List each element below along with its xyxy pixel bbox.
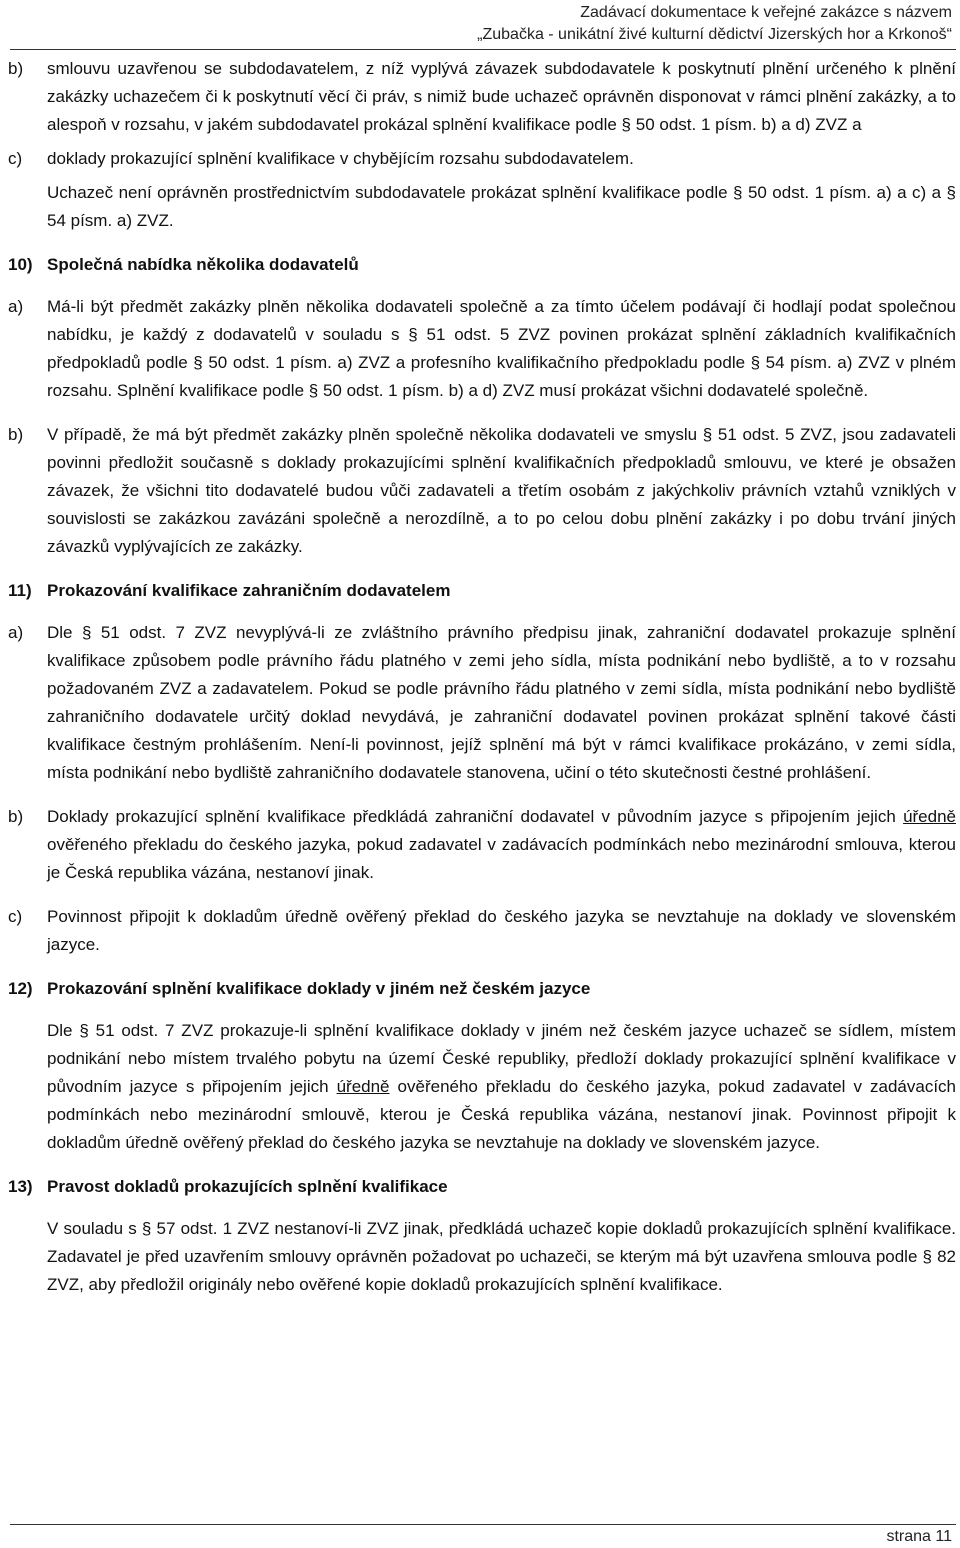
- section-number: 11): [8, 581, 32, 600]
- list-item: [8, 55, 956, 139]
- section-heading: [8, 577, 956, 605]
- paragraph: V souladu s § 57 odst. 1 ZVZ nestanoví-li ZVZ jinak, předkládá uchazeč kopie dokladů prokazujících splnění kvalifikace. Zadavatel je před uzavřením smlouvy oprávněn požadovat po uchazeči, se kterým má být uzavřena smlouva podle § 82 ZVZ, aby předložil originály nebo ověřené kopie dokladů prokazujících splnění kvalifikace.: [47, 1219, 956, 1294]
- list-label: c): [8, 907, 23, 926]
- list-label: b): [8, 425, 24, 444]
- section-number: 12): [8, 979, 33, 998]
- list-text: Povinnost připojit k dokladům úředně ověřený překlad do českého jazyka se nevztahuje na doklady ve slovenském jazyce.: [47, 907, 956, 954]
- list-text: doklady prokazující splnění kvalifikace v chybějícím rozsahu subdodavatelem.: [47, 149, 634, 168]
- list-text: V případě, že má být předmět zakázky plněn společně několika dodavateli ve smyslu § 51 odst. 5 ZVZ, jsou zadavateli povinni předložit současně s doklady prokazujícími splnění kvalifikačních předpokladů smlouvu, ve které je obsažen závazek, že všichni tito dodavatelé budou vůči zadavateli a třetím osobám z jakýchkoliv právních vztahů vzniklých v souvislosti se zakázkou zavázáni společně a nerozdílně, a to po celou dobu plnění zakázky i po dobu trvání jiných závazků vyplývajících ze zakázky.: [47, 425, 956, 556]
- list-item: [8, 145, 956, 173]
- section-heading: [8, 251, 956, 279]
- list-label: c): [8, 149, 23, 168]
- section-title: Společná nabídka několika dodavatelů: [47, 255, 359, 274]
- header-project-name: „Zubačka - unikátní živé kulturní dědictví Jizerských hor a Krkonoš“: [477, 26, 952, 43]
- list-label: b): [8, 807, 24, 826]
- section-heading: [8, 1173, 956, 1201]
- list-label: a): [8, 297, 24, 316]
- list-item: [8, 903, 956, 959]
- underlined-word: úředně: [903, 807, 956, 826]
- section-title: Prokazování kvalifikace zahraničním dodavatelem: [47, 581, 451, 600]
- list-item: [8, 803, 956, 887]
- list-item: [8, 421, 956, 561]
- list-text: smlouvu uzavřenou se subdodavatelem, z níž vyplývá závazek subdodavatele k poskytnutí plnění určeného k plnění zakázky uchazečem či k poskytnutí věcí či práv, s nimiž bude uchazeč oprávněn disponovat v rámci plnění zakázky, a to alespoň v rozsahu, v jakém subdodavatel prokázal splnění kvalifikace podle § 50 odst. 1 písm. b) a d) ZVZ a: [47, 59, 956, 134]
- list-label: b): [8, 59, 24, 78]
- document-body: [8, 55, 956, 1305]
- page-header: [0, 0, 960, 50]
- section-title: Prokazování splnění kvalifikace doklady v jiném než českém jazyce: [47, 979, 591, 998]
- list-label: a): [8, 623, 24, 642]
- list-text: Dle § 51 odst. 7 ZVZ nevyplývá-li ze zvláštního právního předpisu jinak, zahraniční dodavatel prokazuje splnění kvalifikace způsobem podle právního řádu platného v zemi jeho sídla, místa podnikání nebo bydliště, a to v rozsahu požadovaném ZVZ a zadavatelem. Pokud se podle právního řádu platného v zemi sídla, místa podnikání nebo bydliště zahraničního dodavatele určitý doklad nevydává, je zahraniční dodavatel povinen prokázat splnění takové části kvalifikace čestným prohlášením. Není-li povinnost, jejíž splnění má být v rámci kvalifikace prokázáno, v zemi sídla, místa podnikání nebo bydliště zahraničního dodavatele stanovena, učiní o této skutečnosti čestné prohlášení.: [47, 623, 956, 782]
- underlined-word: úředně: [336, 1077, 390, 1096]
- list-item: [8, 619, 956, 787]
- section-heading: [8, 975, 956, 1003]
- section-title: Pravost dokladů prokazujících splnění kvalifikace: [47, 1177, 448, 1196]
- paragraph: Dle § 51 odst. 7 ZVZ prokazuje-li splnění kvalifikace doklady v jiném než českém jazyce uchazeč se sídlem, místem podnikání nebo místem trvalého pobytu na území České republiky, předloží doklady prokazující splnění kvalifikace v původním jazyce s připojením jejich úředně ověřeného překladu do českého jazyka, pokud zadavatel v zadávacích podmínkách nebo mezinárodní smlouvě, kterou je Česká republika vázána, nestanoví jinak. Povinnost připojit k dokladům úředně ověřený překlad do českého jazyka se nevztahuje na doklady ve slovenském jazyce.: [47, 1021, 956, 1152]
- list-item: [8, 293, 956, 405]
- section-number: 10): [8, 255, 33, 274]
- footer-divider: [10, 1524, 956, 1525]
- list-text: Doklady prokazující splnění kvalifikace předkládá zahraniční dodavatel v původním jazyce s připojením jejich úředně ověřeného překladu do českého jazyka, pokud zadavatel v zadávacích podmínkách nebo mezinárodní smlouva, kterou je Česká republika vázána, nestanoví jinak.: [47, 807, 956, 882]
- section-number: 13): [8, 1177, 33, 1196]
- paragraph: Uchazeč není oprávněn prostřednictvím subdodavatele prokázat splnění kvalifikace podle § 50 odst. 1 písm. a) a c) a § 54 písm. a) ZVZ.: [47, 183, 956, 230]
- header-title-line: Zadávací dokumentace k veřejné zakázce s názvem: [580, 4, 952, 21]
- list-text: Má-li být předmět zakázky plněn několika dodavateli společně a za tímto účelem podávají či hodlají podat společnou nabídku, je každý z dodavatelů v souladu s § 51 odst. 5 ZVZ povinen prokázat splnění základních kvalifikačních předpokladů podle § 50 odst. 1 písm. a) ZVZ a profesního kvalifikačního předpokladu podle § 54 písm. a) ZVZ v plném rozsahu. Splnění kvalifikace podle § 50 odst. 1 písm. b) a d) ZVZ musí prokázat všichni dodavatelé společně.: [47, 297, 956, 400]
- page-number: strana 11: [886, 1528, 952, 1545]
- header-divider: [10, 49, 956, 50]
